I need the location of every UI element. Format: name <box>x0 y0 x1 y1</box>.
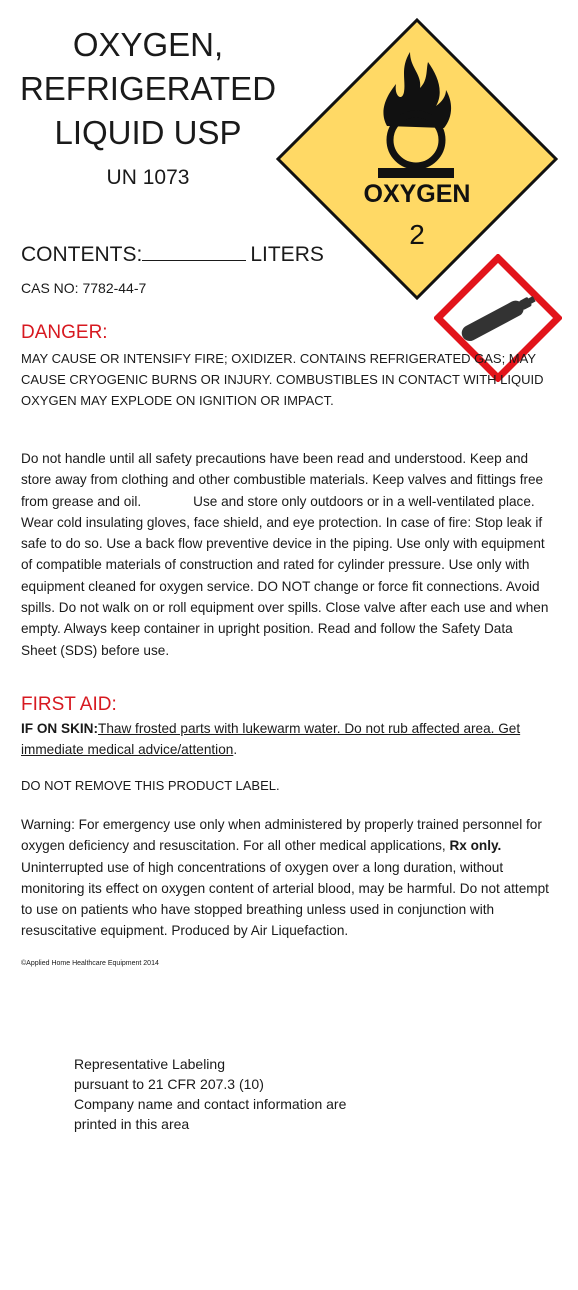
product-name-line1: OXYGEN, <box>72 26 224 63</box>
contents-unit: LITERS <box>250 243 324 266</box>
precautionary-statements <box>21 448 551 661</box>
first-aid-heading: FIRST AID: <box>21 694 117 715</box>
rep-line3: Company name and contact information are <box>74 1096 347 1112</box>
do-not-remove-notice: DO NOT REMOVE THIS PRODUCT LABEL. <box>21 778 280 793</box>
first-aid-statement <box>21 718 556 760</box>
warning-statement <box>21 814 556 942</box>
first-aid-label: IF ON SKIN: <box>21 721 99 736</box>
precautions-part2: Use and store only outdoors or in a well-ventilated place. Wear cold insulating gloves, face shield, and eye protection. In case of fire: Stop leak if safe to do so. Use a back flow preventive device in the piping. Use only with equipment of compatible materials of construction and rated for cylinder pressure. Use only with equipment cleaned for oxygen service. DO NOT change or force fit connections. Avoid spills. Do not walk on or roll equipment over spills. Close valve after each use and when empty. Always keep container in upright position. Read and follow the Safety Data Sheet (SDS) before use. <box>21 493 549 658</box>
cas-number: CAS NO: 7782-44-7 <box>21 280 147 296</box>
un-number: UN 1073 <box>106 166 190 189</box>
product-name-line3: LIQUID USP <box>54 114 242 151</box>
contents-label: CONTENTS: <box>21 243 143 266</box>
rep-line2: pursuant to 21 CFR 207.3 (10) <box>74 1076 264 1092</box>
precautions-part1: Do not handle until all safety precautions have been read and understood. Keep and store away from clothing and other combustible materials. Keep valves and fittings free from grease and oil. <box>21 451 544 509</box>
product-name-line2: REFRIGERATED <box>19 70 277 107</box>
warning-part2: Uninterrupted use of high concentrations of oxygen over a long duration, without monitoring its effect on oxygen content of arterial blood, may be harmful. Do not attempt to use on patients who have stopped breathing unless used in conjunction with resuscitative equipment. Produced by Air Liquefaction. <box>21 859 549 939</box>
rx-only: Rx only. <box>449 838 502 854</box>
warning-part1: Warning: For emergency use only when administered by properly trained personnel for oxygen deficiency and resuscitation. For all other medical applications, <box>21 817 542 854</box>
danger-heading: DANGER: <box>21 322 108 343</box>
first-aid-text: Thaw frosted parts with lukewarm water. Do not rub affected area. Get immediate medical advice/attention <box>21 721 521 757</box>
rep-line1: Representative Labeling <box>74 1056 225 1072</box>
rep-line4: printed in this area <box>74 1116 190 1132</box>
contents-line <box>21 242 324 267</box>
placard-class-number: 2 <box>409 219 425 250</box>
copyright-notice: ©Applied Home Healthcare Equipment 2014 <box>21 960 159 967</box>
representative-labeling <box>74 1054 346 1134</box>
placard-text: OXYGEN <box>363 180 471 208</box>
danger-statement: MAY CAUSE OR INTENSIFY FIRE; OXIDIZER. CONTAINS REFRIGERATED GAS; MAY CAUSE CRYOGENIC BURNS OR INJURY. COMBUSTIBLES IN CONTACT WITH LIQUID OXYGEN MAY EXPLODE ON IGNITION OR IMPACT. <box>21 351 544 408</box>
contents-blank <box>142 242 246 261</box>
first-aid-period: . <box>233 742 238 757</box>
